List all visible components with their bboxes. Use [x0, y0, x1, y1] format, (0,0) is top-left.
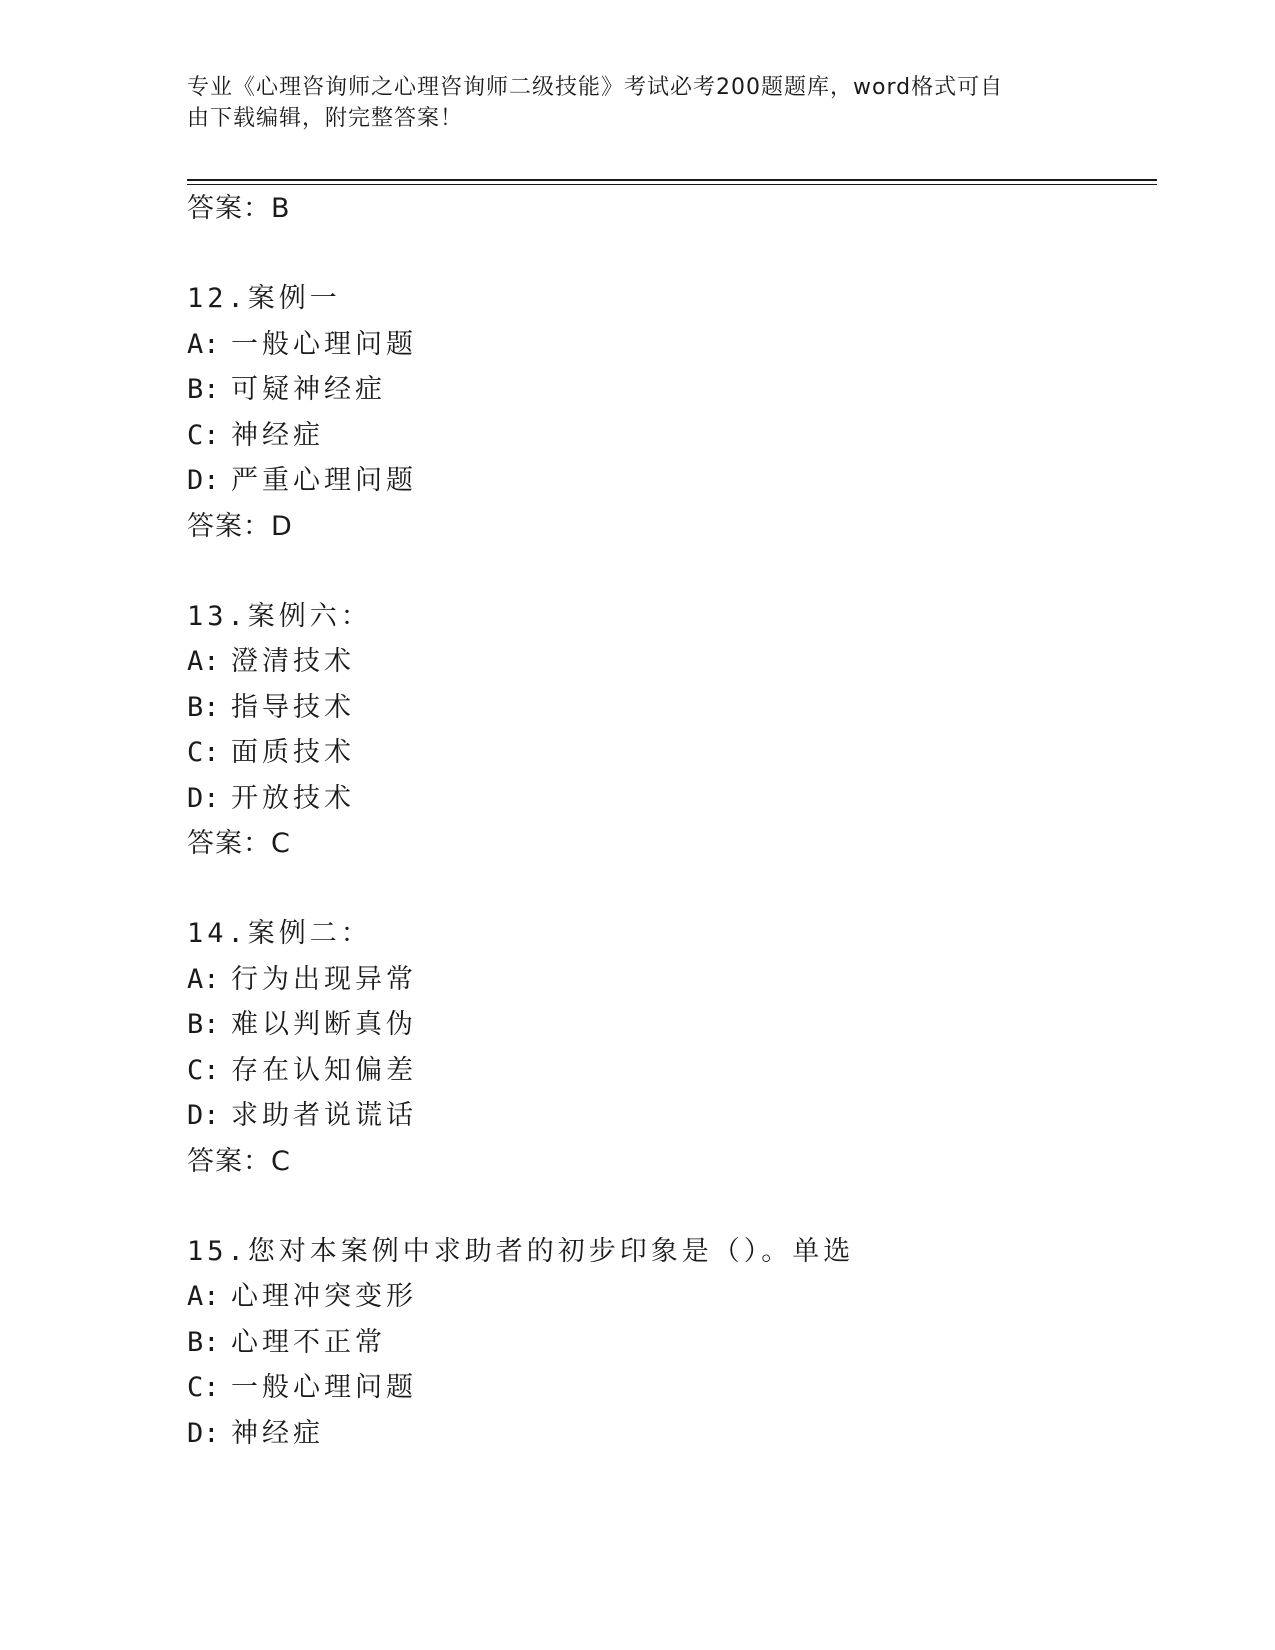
option-letter: A:: [187, 1281, 220, 1312]
option-letter: C:: [187, 1372, 220, 1403]
document-header: [187, 72, 1077, 134]
option-text: 澄清技术: [231, 646, 355, 677]
option-text: 存在认知偏差: [231, 1054, 417, 1086]
option-d: [187, 1411, 1157, 1457]
option-letter: B:: [187, 1326, 220, 1358]
option-text: 严重心理问题: [231, 465, 417, 496]
option-letter: D:: [187, 1417, 220, 1449]
answer-line: 答案：C: [187, 1145, 291, 1177]
option-text: 心理不正常: [231, 1326, 386, 1358]
option-text: 一般心理问题: [231, 1372, 417, 1403]
option-d: [187, 1093, 1157, 1139]
option-letter: C:: [187, 737, 220, 768]
question-block: [187, 276, 1157, 550]
option-b: [187, 1002, 1157, 1048]
option-d: [187, 458, 1157, 504]
option-letter: A:: [187, 328, 220, 360]
option-text: 一般心理问题: [231, 328, 417, 360]
option-letter: A:: [187, 646, 220, 677]
header-divider-thick: [187, 179, 1157, 181]
option-text: 可疑神经症: [231, 374, 386, 405]
question-title: 14.案例二：: [187, 918, 372, 949]
option-a: [187, 1274, 1157, 1320]
option-letter: D:: [187, 1100, 220, 1131]
option-c: [187, 413, 1157, 459]
option-letter: C:: [187, 1054, 220, 1086]
option-letter: B:: [187, 1009, 220, 1040]
option-a: [187, 957, 1157, 1003]
option-text: 神经症: [231, 1417, 324, 1449]
question-block: [187, 594, 1157, 868]
option-text: 难以判断真伪: [231, 1009, 417, 1040]
header-divider-thin: [187, 184, 1157, 185]
option-letter: D:: [187, 782, 220, 814]
option-text: 神经症: [231, 419, 324, 451]
option-c: [187, 730, 1157, 776]
question-block: [187, 911, 1157, 1185]
question-block: [187, 1229, 1157, 1457]
answer-line: 答案：B: [187, 193, 291, 224]
option-a: [187, 322, 1157, 368]
question-title: 15.您对本案例中求助者的初步印象是（）。单选: [187, 1235, 855, 1267]
question-list: [187, 186, 1157, 1456]
option-text: 行为出现异常: [231, 963, 417, 995]
option-text: 开放技术: [231, 782, 355, 814]
question-title: 12.案例一: [187, 283, 341, 314]
answer-line: 答案：C: [187, 828, 291, 859]
option-b: [187, 1320, 1157, 1366]
option-c: [187, 1048, 1157, 1094]
option-c: [187, 1365, 1157, 1411]
option-b: [187, 367, 1157, 413]
option-text: 指导技术: [231, 691, 355, 723]
option-letter: D:: [187, 465, 220, 496]
header-line-2: 由下载编辑，附完整答案！: [187, 106, 464, 131]
option-text: 求助者说谎话: [231, 1100, 417, 1131]
option-letter: B:: [187, 374, 220, 405]
option-letter: A:: [187, 963, 220, 995]
answer-line: 答案：D: [187, 510, 293, 542]
option-text: 面质技术: [231, 737, 355, 768]
option-a: [187, 639, 1157, 685]
option-d: [187, 776, 1157, 822]
option-letter: B:: [187, 691, 220, 723]
option-letter: C:: [187, 419, 220, 451]
header-line-1: 专业《心理咨询师之心理咨询师二级技能》考试必考200题题库，word格式可自: [187, 75, 1004, 100]
option-b: [187, 685, 1157, 731]
option-text: 心理冲突变形: [231, 1281, 417, 1312]
question-title: 13.案例六：: [187, 600, 372, 632]
